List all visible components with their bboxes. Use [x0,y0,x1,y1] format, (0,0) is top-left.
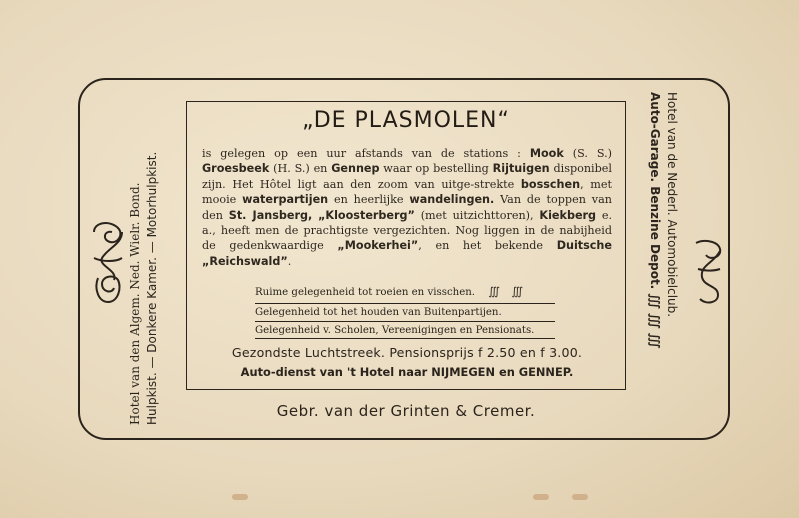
kiekberg-label: Kiekberg [539,208,597,222]
right-side-line: Auto-Garage. Benzine Depot. ∭ ∭ ∭ [648,92,662,349]
divider [255,338,555,339]
left-ornament-icon [88,218,128,308]
text-run: , met mooie [202,177,612,207]
firm-name: Gebr. van der Grinten & Cremer. [276,402,536,420]
text-run: (S. S.) [563,147,613,160]
text-run: en heerlijke [328,193,410,207]
right-side-line: Hotel van de Nederl. Automobielclub. [665,92,679,318]
waterpartijen-label: waterpartijen [242,193,329,207]
notice-line-outings [255,303,555,319]
left-side-line: Hulpkist. — Donkere Kamer. — Motorhulpkist. [145,151,159,425]
kloosterberg-label: „Kloosterberg” [318,208,415,222]
left-side-text [127,95,161,425]
station-mook: Mook [529,147,564,160]
text-run: disponibel zijn. Het Hôtel ligt aan den zoom van uitge-strekte [202,162,612,191]
text-run: , en het bekende [418,239,557,253]
rijtuigen-label: Rijtuigen [492,162,550,176]
mookerhei-label: „Mookerhei” [337,239,419,253]
auto-service-line: Auto-dienst van 't Hotel naar NIJMEGEN en GENNEP. [240,365,574,379]
station-gennep: Gennep [331,162,380,176]
wandelingen-label: wandelingen. [409,193,495,207]
page-title: „DE PLASMOLEN“ [302,108,510,133]
left-side-line: Hotel van den Algem. Ned. Wielr. Bond. [128,182,142,425]
text-run: Van de toppen van den [202,193,612,222]
text-run: (met uitzichttoren), [414,208,540,222]
notice-line-schools [255,321,555,337]
staple-mark [232,494,248,500]
text-run: (H. S.) en [269,162,332,176]
text-run: waar op bestelling [379,162,493,176]
price-line: Gezondste Luchtstreek. Pensionsprijs f 2.50 en f 3.00. [231,345,583,360]
notice-text: Ruime gelegenheid tot roeien en visschen. [255,287,476,298]
ornament-icon: ∭ ∭ [488,285,528,298]
staple-mark [533,494,549,500]
right-side-text [646,92,680,422]
staple-mark [572,494,588,500]
reichswald-label: „Reichswald” [202,254,288,268]
jansberg-label: St. Jansberg, [228,208,313,222]
station-groesbeek: Groesbeek [202,162,270,176]
duitsche-label: Duitsche [556,239,612,253]
description-paragraph [202,146,612,269]
notice-line-rowing [255,285,555,299]
text-run: . [287,254,292,268]
text-run: e. a., heeft men de prachtigste vergezichten. Nog liggen in de nabijheid de gedenkwaardige [202,208,613,253]
text-run: is gelegen op een uur afstands van de stations : [202,147,530,160]
bosschen-label: bosschen [520,177,581,191]
notice-text: Gelegenheid tot het houden van Buitenpartijen. [255,307,502,318]
notice-text: Gelegenheid v. Scholen, Vereenigingen en Pensionats. [255,325,535,336]
right-ornament-icon [692,237,726,307]
